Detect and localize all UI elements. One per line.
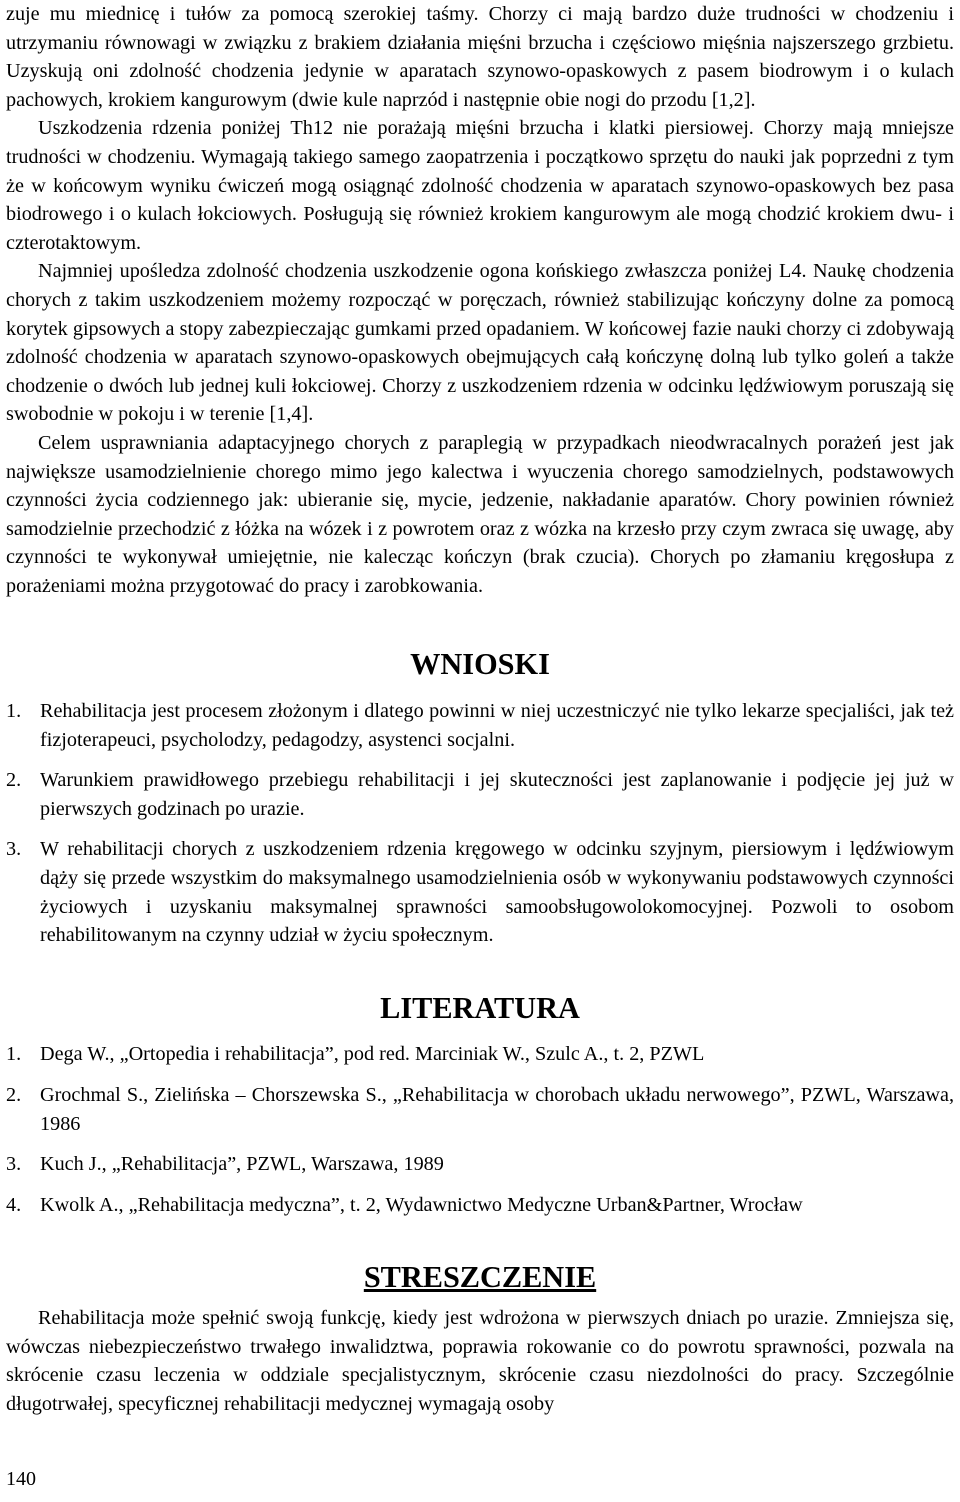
reference-item [6, 1040, 954, 1069]
list-item-text: Rehabilitacja jest procesem złożonym i dlatego powinni w niej uczestniczyć nie tylko lekarze specjaliści, jak też fizjoterapeuci, psycholodzy, pedagodzy, asystenci socjalni. [40, 700, 954, 751]
body-paragraph-3: Najmniej upośledza zdolność chodzenia uszkodzenie ogona końskiego zwłaszcza poniżej L4. Naukę chodzenia chorych z takim uszkodzeniem możemy rozpocząć w poręczach, również stabilizując kończyny dolne za pomocą korytek gipsowych a stopy zabezpieczając gumkami przed opadaniem. W końcowej fazie nauki chorzy ci zdobywają zdolność chodzenia w aparatach szynowo-opaskowych obejmujących całą kończynę dolną lub tylko goleń a także chodzenie o dwóch lub jednej kuli łokciowej. Chorzy z uszkodzeniem rdzenia w odcinku lędźwiowym poruszają się swobodnie w pokoju i w terenie [1,4]. [6, 260, 954, 426]
list-item [6, 835, 954, 949]
document-page [6, 0, 954, 1418]
page-number: 140 [6, 1468, 36, 1490]
reference-number: 1. [6, 1043, 22, 1066]
list-item-number: 3. [6, 838, 22, 861]
list-item-number: 2. [6, 769, 22, 792]
reference-text: Grochmal S., Zielińska – Chorszewska S., „Rehabilitacja w chorobach układu nerwowego”, PZWL, Warszawa, 1986 [40, 1084, 954, 1135]
body-paragraph-4: Celem usprawniania adaptacyjnego chorych z paraplegią w przypadkach nieodwracalnych porażeń jest jak największe usamodzielnienie chorego mimo jego kalectwa i wyuczenia chorego samodzielnych, podstawowych czynności życia codziennego jak: ubieranie się, mycie, jedzenie, nakładanie aparatów. Chory powinien również samodzielnie przechodzić z łóżka na wózek i z powrotem oraz z wózka na krzesło przy czym zwraca się uwagę, aby czynności te wykonywał umiejętnie, nie kalecząc kończyn (brak czucia). Chorych po złamaniu kręgosłupa z porażeniami można przygotować do pracy i zarobkowania. [6, 431, 954, 597]
literatura-list [6, 1040, 954, 1219]
literatura-heading: LITERATURA [380, 990, 580, 1025]
list-item-number: 1. [6, 700, 22, 723]
streszczenie-heading-text: STRESZCZENIE [363, 1260, 597, 1295]
body-paragraph-1: zuje mu miednicę i tułów za pomocą szerokiej taśmy. Chorzy ci mają bardzo duże trudności w chodzeniu i utrzymaniu równowagi w związku z brakiem działania mięśni brzucha i częściowo mięśnia najszerszego grzbietu. Uzyskują oni zdolność chodzenia jedynie w aparatach szynowo-opaskowych z pasem biodrowym i o kulach pachowych, krokiem kangurowym (dwie kule naprzód i następnie obie nogi do przodu [1,2]. [6, 3, 954, 111]
reference-text: Kwolk A., „Rehabilitacja medyczna”, t. 2, Wydawnictwo Medyczne Urban&Partner, Wrocław [40, 1193, 803, 1216]
reference-number: 4. [6, 1193, 22, 1216]
reference-item [6, 1081, 954, 1138]
list-item [6, 766, 954, 823]
list-item [6, 697, 954, 754]
list-item-text: W rehabilitacji chorych z uszkodzeniem rdzenia kręgowego w odcinku szyjnym, piersiowym i lędźwiowym dąży się przede wszystkim do maksymalnego usamodzielnienia osób w wykonywaniu podstawowych czynności życiowych i uzyskaniu maksymalnej sprawności samoobsługowolokomocyjnej. Pozwoli to osobom rehabilitowanym na czynny udział w życiu społecznym. [40, 838, 954, 947]
streszczenie-heading [6, 1260, 954, 1295]
reference-text: Kuch J., „Rehabilitacja”, PZWL, Warszawa, 1989 [40, 1153, 444, 1176]
reference-number: 2. [6, 1084, 22, 1106]
reference-number: 3. [6, 1153, 22, 1176]
wnioski-heading: WNIOSKI [410, 647, 550, 682]
wnioski-list [6, 697, 954, 950]
reference-item [6, 1150, 954, 1179]
reference-text: Dega W., „Ortopedia i rehabilitacja”, pod red. Marciniak W., Szulc A., t. 2, PZWL [40, 1043, 705, 1066]
reference-item [6, 1191, 954, 1220]
streszczenie-paragraph: Rehabilitacja może spełnić swoją funkcję, kiedy jest wdrożona w pierwszych dniach po urazie. Zmniejsza się, wówczas niebezpieczeństwo trwałego inwalidztwa, poprawia rokowanie co do powrotu sprawności, pozwala na skrócenie czasu leczenia w oddziale specjalistycznym, skrócenie czasu niezdolności do pracy. Szczególnie długotrwałej, specyficznej rehabilitacji medycznej wymagają osoby [6, 1306, 954, 1415]
body-paragraph-2: Uszkodzenia rdzenia poniżej Th12 nie porażają mięśni brzucha i klatki piersiowej. Chorzy mają mniejsze trudności w chodzeniu. Wymagają takiego samego zaopatrzenia i początkowo sprzętu do nauki jak poprzedni z tym że w końcowym wyniku ćwiczeń mogą osiągnąć zdolność chodzenia w aparatach szynowo-opaskowych bez pasa biodrowego i o kulach łokciowych. Posługują się również krokiem kangurowym ale mogą chodzić krokiem dwu- i czterotaktowym. [6, 117, 954, 254]
list-item-text: Warunkiem prawidłowego przebiegu rehabilitacji i jej skuteczności jest zaplanowanie i podjęcie jej już w pierwszych godzinach po urazie. [40, 769, 954, 820]
